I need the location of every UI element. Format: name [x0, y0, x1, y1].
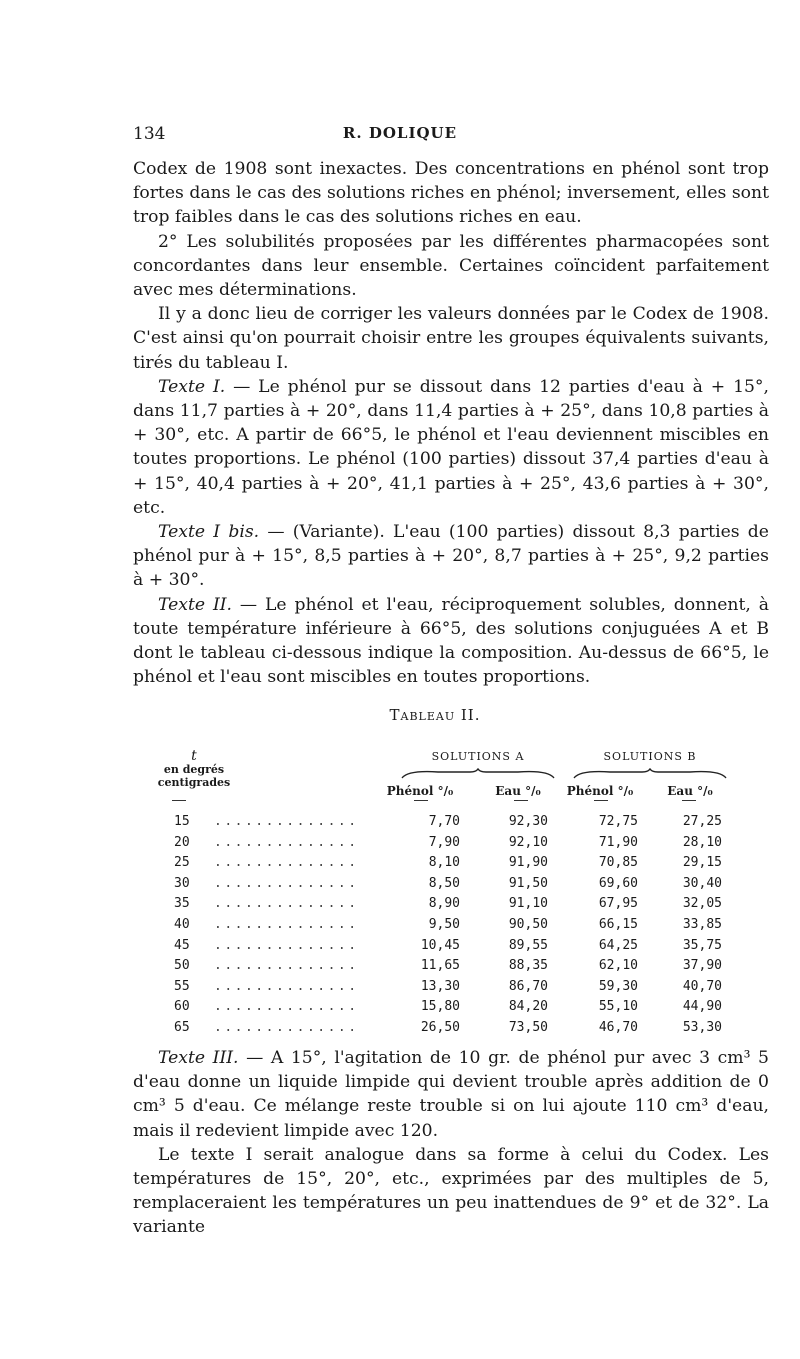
temperature-cell: 25 [174, 855, 190, 871]
header-rule [172, 800, 186, 801]
phenol-a-cell: 8,10 [428, 855, 460, 871]
phenol-a-cell: 7,70 [428, 814, 460, 829]
paragraph-texte-1-bis [133, 520, 769, 593]
phenol-b-header: Phénol °/₀ [566, 784, 634, 798]
dot-leader: .............. [214, 999, 359, 1015]
phenol-b-cell: 64,25 [598, 937, 638, 953]
body-text-bottom [133, 1046, 769, 1240]
phenol-b-cell: 70,85 [598, 855, 638, 871]
phenol-a-cell: 15,80 [420, 999, 460, 1015]
eau-a-header: Eau °/₀ [495, 784, 541, 798]
header-rule [514, 800, 528, 801]
solutions-b-header: SOLUTIONS B [603, 750, 697, 763]
brace-a-icon [398, 768, 558, 780]
temperature-symbol: t [191, 748, 197, 764]
paragraph-1: Codex de 1908 sont inexactes. Des concentrations en phénol sont trop fortes dans le cas des solutions riches en phénol; inversement, elles sont trop faibles dans le cas des solutions riches en eau. [133, 159, 769, 228]
phenol-b-cell: 66,15 [598, 916, 638, 932]
eau-b-cell: 35,75 [682, 937, 722, 953]
table-row [130, 917, 740, 938]
table-row [130, 855, 740, 876]
temperature-cell: 50 [174, 958, 190, 974]
table-row [130, 958, 740, 979]
table-row [130, 938, 740, 959]
eau-a-cell: 88,35 [508, 958, 548, 974]
phenol-b-cell: 69,60 [598, 875, 638, 891]
phenol-a-cell: 8,50 [428, 875, 460, 891]
phenol-a-cell: 11,65 [420, 958, 460, 974]
eau-b-cell: 30,40 [682, 875, 722, 891]
eau-a-cell: 86,70 [508, 978, 548, 994]
paragraph-texte-1 [133, 375, 769, 520]
dot-leader: .............. [214, 834, 359, 850]
paragraph-2: 2° Les solubilités proposées par les différentes pharmacopées sont concordantes dans leur ensemble. Certaines coïncident parfaitement avec mes déterminations. [133, 231, 769, 301]
phenol-a-cell: 7,90 [428, 834, 460, 850]
table-row [130, 999, 740, 1020]
eau-b-cell: 37,90 [682, 958, 722, 974]
texte-3-body: — A 15°, l'agitation de 10 gr. de phénol pur avec 3 cm³ 5 d'eau donne un liquide limpide qui devient trouble après addition de 0 cm³ 5 d'eau. Ce mélange reste trouble si on lui ajoute 110 cm³ d'eau, mais il redevient limpide avec 120. [133, 1048, 769, 1141]
eau-b-cell: 29,15 [682, 855, 722, 871]
paragraph-3: Il y a donc lieu de corriger les valeurs données par le Codex de 1908. C'est ainsi qu'on pourrait choisir entre les groupes équivalents suivants, tirés du tableau I. [133, 304, 769, 373]
eau-b-cell: 33,85 [682, 916, 722, 932]
dot-leader: .............. [214, 978, 359, 994]
paragraph-texte-3 [133, 1046, 769, 1143]
eau-a-cell: 89,55 [508, 937, 548, 953]
phenol-b-cell: 59,30 [598, 978, 638, 994]
table-caption: Tableau II. [389, 706, 481, 724]
eau-b-cell: 28,10 [682, 834, 722, 850]
texte-1-body: — Le phénol pur se dissout dans 12 parties d'eau à + 15°, dans 11,7 parties à + 20°, dans 11,4 parties à + 25°, dans 10,8 parties à + 30°, etc. A partir de 66°5, le phénol et l'eau deviennent miscibles en toutes proportions. Le phénol (100 parties) dissout 37,4 parties d'eau à + 15°, 40,4 parties à + 20°, 41,1 parties à + 25°, 43,6 parties à + 30°, etc. [133, 376, 769, 518]
temperature-column-header [134, 750, 254, 789]
texte-1-label: Texte I. [158, 376, 226, 397]
eau-b-cell: 53,30 [682, 1019, 722, 1035]
temperature-cell: 35 [174, 896, 190, 912]
phenol-a-cell: 26,50 [420, 1019, 460, 1035]
temperature-label-line-2: centigrades [157, 776, 231, 789]
dot-leader: .............. [214, 916, 359, 932]
phenol-b-cell: 72,75 [598, 814, 638, 829]
temperature-cell: 30 [174, 875, 190, 891]
eau-a-cell: 92,10 [508, 834, 548, 850]
dot-leader: .............. [214, 937, 359, 953]
texte-3-label: Texte III. [158, 1048, 239, 1068]
temperature-cell: 55 [174, 978, 190, 994]
phenol-a-cell: 9,50 [428, 916, 460, 932]
eau-a-cell: 90,50 [508, 916, 548, 932]
phenol-a-cell: 13,30 [420, 978, 460, 994]
table-row [130, 814, 740, 835]
running-title: R. DOLIQUE [342, 124, 458, 142]
temperature-cell: 65 [174, 1019, 190, 1035]
solutions-a-header: SOLUTIONS A [431, 750, 525, 763]
phenol-a-cell: 10,45 [420, 937, 460, 953]
temperature-cell: 15 [174, 814, 190, 829]
eau-a-cell: 92,30 [508, 814, 548, 829]
temperature-cell: 45 [174, 937, 190, 953]
eau-b-cell: 27,25 [682, 814, 722, 829]
eau-a-cell: 73,50 [508, 1019, 548, 1035]
table-row [130, 979, 740, 1000]
phenol-a-header: Phénol °/₀ [386, 784, 454, 798]
temperature-cell: 40 [174, 916, 190, 932]
paragraph-8: Le texte I serait analogue dans sa forme à celui du Codex. Les températures de 15°, 20°, etc., exprimées par des multiples de 5, remplaceraient les températures un peu inattendues de 9° et de 32°. La variante [133, 1144, 769, 1238]
dot-leader: .............. [214, 814, 359, 829]
eau-b-cell: 44,90 [682, 999, 722, 1015]
texte-1-bis-body: — (Variante). L'eau (100 parties) dissout 8,3 parties de phénol pur à + 15°, 8,5 parties à + 20°, 8,7 parties à + 25°, 9,2 parties à + 30°. [133, 522, 769, 591]
header-rule [594, 800, 608, 801]
eau-a-cell: 84,20 [508, 999, 548, 1015]
texte-1-bis-label: Texte I bis. [158, 522, 260, 543]
temperature-cell: 60 [174, 999, 190, 1015]
texte-2-body: — Le phénol et l'eau, réciproquement solubles, donnent, à toute température inférieure à 66°5, des solutions conjuguées A et B dont le tableau ci-dessous indique la composition. Au-dessus de 66°5, le phénol et l'eau sont miscibles en toutes proportions. [133, 594, 770, 688]
dot-leader: .............. [214, 875, 359, 891]
phenol-b-cell: 71,90 [598, 834, 638, 850]
dot-leader: .............. [214, 855, 359, 871]
paragraph-texte-2 [133, 593, 769, 690]
header-rule [414, 800, 428, 801]
temperature-label-line-1: en degrés [163, 763, 225, 776]
phenol-b-cell: 55,10 [598, 999, 638, 1015]
eau-a-cell: 91,10 [508, 896, 548, 912]
dot-leader: .............. [214, 1019, 359, 1035]
dot-leader: .............. [214, 896, 359, 912]
eau-a-cell: 91,90 [508, 855, 548, 871]
table-body [130, 814, 740, 1041]
phenol-b-cell: 46,70 [598, 1019, 638, 1035]
brace-b-icon [570, 768, 730, 780]
eau-b-header: Eau °/₀ [667, 784, 713, 798]
eau-b-cell: 32,05 [682, 896, 722, 912]
phenol-b-cell: 62,10 [598, 958, 638, 974]
temperature-cell: 20 [174, 834, 190, 850]
table-row [130, 835, 740, 856]
dot-leader: .............. [214, 958, 359, 974]
eau-a-cell: 91,50 [508, 875, 548, 891]
phenol-b-cell: 67,95 [598, 896, 638, 912]
table-row [130, 896, 740, 917]
table-row [130, 1020, 740, 1041]
eau-b-cell: 40,70 [682, 978, 722, 994]
table-row [130, 876, 740, 897]
running-head [0, 124, 800, 148]
header-rule [682, 800, 696, 801]
solubility-table [130, 706, 740, 1036]
texte-2-label: Texte II. [158, 594, 233, 615]
body-text-top [133, 157, 769, 689]
phenol-a-cell: 8,90 [428, 896, 460, 912]
page-number: 134 [133, 124, 166, 144]
